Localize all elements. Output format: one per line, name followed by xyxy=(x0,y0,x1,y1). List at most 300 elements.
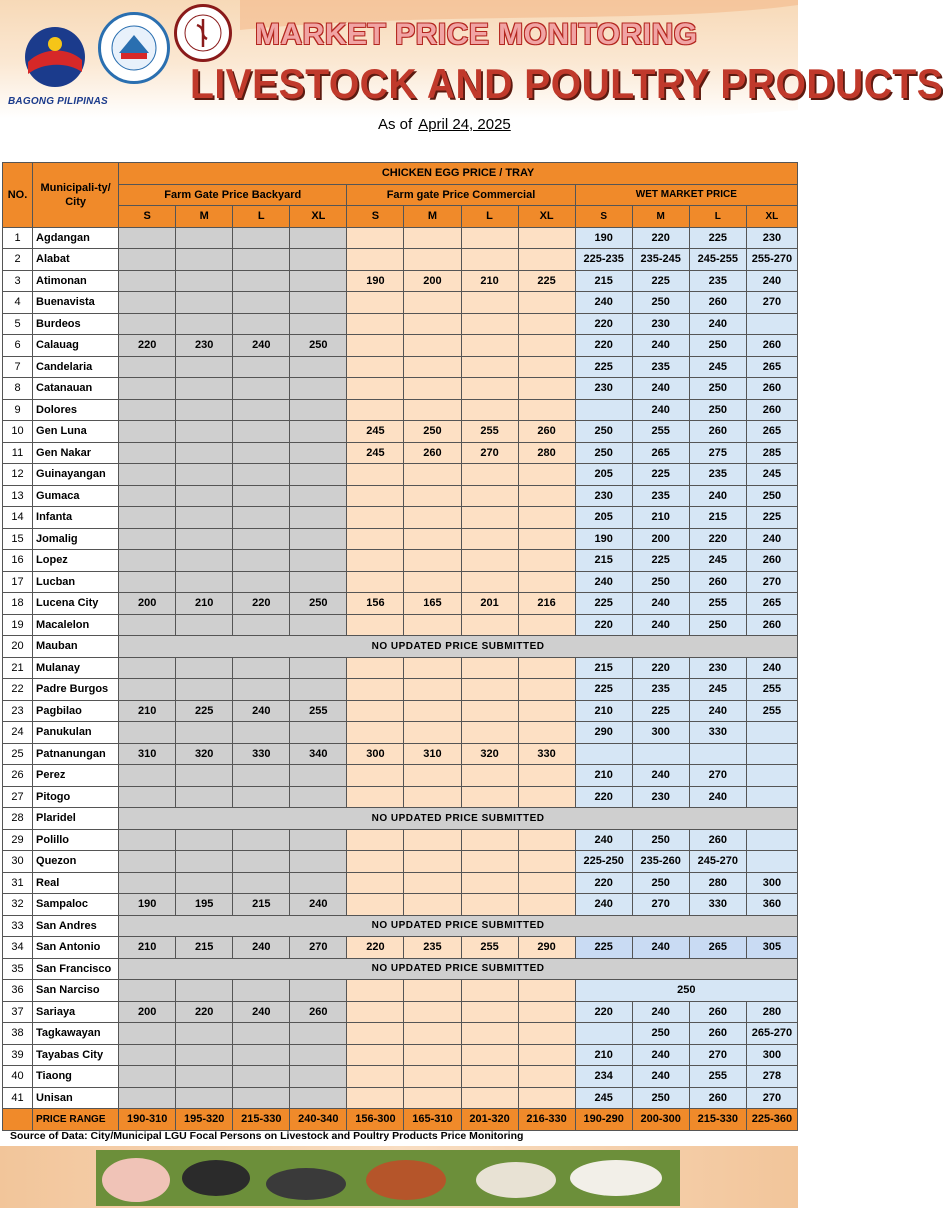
backyard-price-cell xyxy=(233,679,290,701)
commercial-price-cell xyxy=(347,657,404,679)
commercial-price-cell xyxy=(404,313,461,335)
commercial-price-cell xyxy=(518,894,575,916)
backyard-price-cell xyxy=(119,270,176,292)
wet-market-price-cell: 240 xyxy=(632,937,689,959)
table-row xyxy=(3,743,798,765)
commercial-price-cell xyxy=(347,980,404,1002)
commercial-price-cell xyxy=(461,872,518,894)
backyard-price-cell xyxy=(176,485,233,507)
table-row xyxy=(3,614,798,636)
price-range-cell: 201-320 xyxy=(461,1109,518,1131)
price-range-cell: 165-310 xyxy=(404,1109,461,1131)
backyard-price-cell xyxy=(119,851,176,873)
wet-market-price-cell: 240 xyxy=(632,1044,689,1066)
row-number: 41 xyxy=(3,1087,33,1109)
commercial-price-cell: 190 xyxy=(347,270,404,292)
backyard-price-cell xyxy=(176,679,233,701)
commercial-price-cell xyxy=(404,335,461,357)
row-number: 5 xyxy=(3,313,33,335)
commercial-price-cell xyxy=(518,335,575,357)
table-row xyxy=(3,464,798,486)
main-header: CHICKEN EGG PRICE / TRAY xyxy=(119,163,798,185)
table-row xyxy=(3,1023,798,1045)
table-row xyxy=(3,1001,798,1023)
group-header: Farm Gate Price Backyard xyxy=(119,184,347,206)
wet-market-price-cell: 225 xyxy=(632,700,689,722)
backyard-price-cell xyxy=(290,292,347,314)
wet-market-price-cell: 240 xyxy=(575,292,632,314)
wet-market-price-cell: 280 xyxy=(746,1001,797,1023)
backyard-price-cell xyxy=(176,249,233,271)
backyard-price-cell xyxy=(233,528,290,550)
backyard-price-cell xyxy=(233,614,290,636)
backyard-price-cell xyxy=(290,1066,347,1088)
commercial-price-cell xyxy=(347,335,404,357)
backyard-price-cell: 330 xyxy=(233,743,290,765)
wet-market-price-cell xyxy=(632,743,689,765)
backyard-price-cell xyxy=(233,851,290,873)
group-header: WET MARKET PRICE xyxy=(575,184,797,206)
backyard-price-cell xyxy=(233,829,290,851)
backyard-price-cell xyxy=(176,1023,233,1045)
wet-market-price-cell: 245 xyxy=(575,1087,632,1109)
wet-market-price-cell xyxy=(575,743,632,765)
commercial-price-cell xyxy=(518,765,575,787)
commercial-price-cell xyxy=(461,679,518,701)
wet-market-price-cell: 270 xyxy=(689,1044,746,1066)
wet-market-price-cell: 240 xyxy=(575,571,632,593)
backyard-price-cell xyxy=(119,507,176,529)
commercial-price-cell: 310 xyxy=(404,743,461,765)
row-number: 33 xyxy=(3,915,33,937)
row-number: 4 xyxy=(3,292,33,314)
commercial-price-cell xyxy=(461,1066,518,1088)
commercial-price-cell: 225 xyxy=(518,270,575,292)
wet-market-price-cell: 225-235 xyxy=(575,249,632,271)
wet-market-price-cell: 235 xyxy=(632,356,689,378)
veterinary-seal xyxy=(174,4,232,62)
row-number: 17 xyxy=(3,571,33,593)
wet-market-price-cell: 210 xyxy=(575,1044,632,1066)
commercial-price-cell xyxy=(461,313,518,335)
commercial-price-cell xyxy=(404,507,461,529)
commercial-price-cell xyxy=(404,378,461,400)
wet-market-price-cell: 240 xyxy=(632,1001,689,1023)
backyard-price-cell xyxy=(233,356,290,378)
commercial-price-cell xyxy=(404,249,461,271)
commercial-price-cell xyxy=(461,249,518,271)
municipality-name: Alabat xyxy=(33,249,119,271)
wet-market-price-cell: 230 xyxy=(689,657,746,679)
backyard-price-cell xyxy=(290,614,347,636)
data-source-note: Source of Data: City/Municipal LGU Focal Persons on Livestock and Poultry Products Price Monitoring xyxy=(10,1130,524,1142)
commercial-price-cell: 201 xyxy=(461,593,518,615)
commercial-price-cell xyxy=(461,1001,518,1023)
wet-market-price-cell: 330 xyxy=(689,722,746,744)
commercial-price-cell xyxy=(461,464,518,486)
wet-market-price-cell: 245-255 xyxy=(689,249,746,271)
wet-market-price-cell: 270 xyxy=(746,571,797,593)
wet-market-price-cell: 215 xyxy=(575,657,632,679)
backyard-price-cell xyxy=(119,249,176,271)
backyard-price-cell xyxy=(176,1066,233,1088)
commercial-price-cell xyxy=(461,528,518,550)
commercial-price-cell xyxy=(404,464,461,486)
backyard-price-cell xyxy=(233,1066,290,1088)
backyard-price-cell xyxy=(119,313,176,335)
commercial-price-cell xyxy=(518,679,575,701)
wet-market-price-cell: 250 xyxy=(632,829,689,851)
commercial-price-cell xyxy=(461,571,518,593)
row-number: 7 xyxy=(3,356,33,378)
wet-market-price-cell: 245-270 xyxy=(689,851,746,873)
commercial-price-cell xyxy=(347,399,404,421)
wet-market-price-cell: 210 xyxy=(632,507,689,529)
wet-market-price-cell: 190 xyxy=(575,528,632,550)
wet-market-price-cell: 250 xyxy=(689,378,746,400)
backyard-price-cell xyxy=(176,872,233,894)
backyard-price-cell xyxy=(290,872,347,894)
size-header: S xyxy=(119,206,176,228)
backyard-price-cell xyxy=(176,528,233,550)
table-row xyxy=(3,593,798,615)
backyard-price-cell xyxy=(176,421,233,443)
municipality-name: Infanta xyxy=(33,507,119,529)
wet-market-price-cell: 360 xyxy=(746,894,797,916)
commercial-price-cell xyxy=(461,980,518,1002)
backyard-price-cell xyxy=(233,786,290,808)
bagong-pilipinas-logo xyxy=(18,22,92,92)
backyard-price-cell: 210 xyxy=(176,593,233,615)
wet-market-price-cell: 285 xyxy=(746,442,797,464)
row-number: 14 xyxy=(3,507,33,529)
commercial-price-cell xyxy=(404,356,461,378)
wet-market-price-cell: 230 xyxy=(575,485,632,507)
backyard-price-cell xyxy=(290,550,347,572)
wet-market-price-cell: 250 xyxy=(575,421,632,443)
wet-market-price-cell: 250 xyxy=(575,442,632,464)
commercial-price-cell xyxy=(404,550,461,572)
backyard-price-cell xyxy=(233,378,290,400)
backyard-price-cell xyxy=(119,485,176,507)
wet-market-price-cell: 240 xyxy=(632,335,689,357)
backyard-price-cell: 230 xyxy=(176,335,233,357)
table-row xyxy=(3,227,798,249)
municipality-name: Macalelon xyxy=(33,614,119,636)
row-number: 16 xyxy=(3,550,33,572)
row-number: 13 xyxy=(3,485,33,507)
commercial-price-cell xyxy=(461,356,518,378)
backyard-price-cell xyxy=(233,485,290,507)
wet-market-price-cell xyxy=(746,722,797,744)
backyard-price-cell xyxy=(233,1023,290,1045)
municipality-name: Mauban xyxy=(33,636,119,658)
wet-market-price-cell: 220 xyxy=(632,227,689,249)
wet-market-price-cell: 220 xyxy=(689,528,746,550)
municipality-name: Sariaya xyxy=(33,1001,119,1023)
commercial-price-cell xyxy=(461,765,518,787)
table-row xyxy=(3,657,798,679)
commercial-price-cell xyxy=(461,399,518,421)
row-number: 20 xyxy=(3,636,33,658)
wet-market-price-cell: 215 xyxy=(689,507,746,529)
wet-market-price-cell: 270 xyxy=(746,1087,797,1109)
wet-market-price-cell: 250 xyxy=(632,1087,689,1109)
row-number: 23 xyxy=(3,700,33,722)
wet-market-price-cell: 234 xyxy=(575,1066,632,1088)
backyard-price-cell xyxy=(290,1087,347,1109)
backyard-price-cell xyxy=(119,421,176,443)
backyard-price-cell xyxy=(119,980,176,1002)
backyard-price-cell xyxy=(176,851,233,873)
wet-market-price-cell xyxy=(746,829,797,851)
table-row xyxy=(3,636,798,658)
table-row xyxy=(3,829,798,851)
commercial-price-cell xyxy=(518,227,575,249)
commercial-price-cell xyxy=(347,872,404,894)
commercial-price-cell: 235 xyxy=(404,937,461,959)
backyard-price-cell: 200 xyxy=(119,593,176,615)
backyard-price-cell xyxy=(119,1066,176,1088)
report-date: April 24, 2025 xyxy=(418,116,511,133)
commercial-price-cell xyxy=(347,894,404,916)
commercial-price-cell xyxy=(461,378,518,400)
backyard-price-cell xyxy=(176,442,233,464)
wet-market-price-cell: 255 xyxy=(689,593,746,615)
wet-market-price-cell: 300 xyxy=(632,722,689,744)
table-row xyxy=(3,507,798,529)
backyard-price-cell xyxy=(176,313,233,335)
commercial-price-cell xyxy=(518,786,575,808)
commercial-price-cell xyxy=(404,399,461,421)
wet-market-price-cell: 240 xyxy=(689,485,746,507)
row-number: 40 xyxy=(3,1066,33,1088)
commercial-price-cell xyxy=(404,1044,461,1066)
wet-market-price-cell: 235 xyxy=(689,464,746,486)
municipality-name: San Narciso xyxy=(33,980,119,1002)
size-header: S xyxy=(347,206,404,228)
wet-market-price-cell: 235-260 xyxy=(632,851,689,873)
commercial-price-cell xyxy=(461,851,518,873)
no-update-cell: NO UPDATED PRICE SUBMITTED xyxy=(119,808,798,830)
backyard-price-cell: 240 xyxy=(233,335,290,357)
no-update-cell: NO UPDATED PRICE SUBMITTED xyxy=(119,958,798,980)
wet-market-price-cell: 250 xyxy=(632,292,689,314)
backyard-price-cell xyxy=(176,378,233,400)
backyard-price-cell xyxy=(176,464,233,486)
row-number: 22 xyxy=(3,679,33,701)
table-row xyxy=(3,399,798,421)
backyard-price-cell xyxy=(176,980,233,1002)
backyard-price-cell xyxy=(290,421,347,443)
backyard-price-cell: 200 xyxy=(119,1001,176,1023)
backyard-price-cell xyxy=(233,765,290,787)
table-row xyxy=(3,851,798,873)
commercial-price-cell xyxy=(347,1044,404,1066)
commercial-price-cell xyxy=(347,227,404,249)
commercial-price-cell xyxy=(518,657,575,679)
wet-market-price-cell: 240 xyxy=(746,657,797,679)
municipality-name: Perez xyxy=(33,765,119,787)
row-number: 37 xyxy=(3,1001,33,1023)
wet-market-price-cell: 260 xyxy=(689,1001,746,1023)
row-number: 29 xyxy=(3,829,33,851)
wet-market-price-cell: 225 xyxy=(632,464,689,486)
table-row xyxy=(3,442,798,464)
backyard-price-cell: 215 xyxy=(233,894,290,916)
municipality-name: San Andres xyxy=(33,915,119,937)
commercial-price-cell xyxy=(518,1066,575,1088)
size-header: L xyxy=(689,206,746,228)
commercial-price-cell xyxy=(404,292,461,314)
commercial-price-cell xyxy=(518,614,575,636)
backyard-price-cell: 240 xyxy=(233,937,290,959)
commercial-price-cell xyxy=(518,1087,575,1109)
municipality-name: Jomalig xyxy=(33,528,119,550)
wet-market-price-cell: 220 xyxy=(575,786,632,808)
backyard-price-cell xyxy=(233,1044,290,1066)
table-row xyxy=(3,894,798,916)
commercial-price-cell xyxy=(461,786,518,808)
backyard-price-cell xyxy=(290,851,347,873)
backyard-price-cell xyxy=(176,356,233,378)
commercial-price-cell xyxy=(347,464,404,486)
backyard-price-cell xyxy=(119,292,176,314)
backyard-price-cell xyxy=(176,829,233,851)
wet-market-price-cell: 260 xyxy=(689,292,746,314)
commercial-price-cell xyxy=(404,1001,461,1023)
commercial-price-cell xyxy=(404,872,461,894)
wet-market-price-cell: 250 xyxy=(746,485,797,507)
table-row xyxy=(3,679,798,701)
municipality-name: Padre Burgos xyxy=(33,679,119,701)
backyard-price-cell xyxy=(176,550,233,572)
wet-market-price-cell: 240 xyxy=(632,614,689,636)
commercial-price-cell: 210 xyxy=(461,270,518,292)
wet-market-price-cell: 220 xyxy=(632,657,689,679)
table-row xyxy=(3,915,798,937)
backyard-price-cell xyxy=(176,571,233,593)
wet-market-price-cell: 265 xyxy=(689,937,746,959)
no-update-cell: NO UPDATED PRICE SUBMITTED xyxy=(119,915,798,937)
livestock-photo-strip xyxy=(96,1150,680,1206)
commercial-price-cell xyxy=(518,485,575,507)
wet-market-price-cell: 270 xyxy=(746,292,797,314)
commercial-price-cell xyxy=(347,1023,404,1045)
backyard-price-cell xyxy=(119,614,176,636)
wet-market-price-cell: 255-270 xyxy=(746,249,797,271)
table-row xyxy=(3,313,798,335)
backyard-price-cell xyxy=(233,399,290,421)
bagong-pilipinas-text: BAGONG PILIPINAS xyxy=(8,96,108,107)
backyard-price-cell xyxy=(290,227,347,249)
wet-market-price-cell: 240 xyxy=(632,378,689,400)
backyard-price-cell xyxy=(233,442,290,464)
backyard-price-cell xyxy=(176,227,233,249)
wet-market-price-cell: 260 xyxy=(689,829,746,851)
wet-market-price-cell: 220 xyxy=(575,335,632,357)
row-number: 28 xyxy=(3,808,33,830)
commercial-price-cell xyxy=(404,765,461,787)
wet-market-price-cell: 255 xyxy=(632,421,689,443)
backyard-price-cell: 240 xyxy=(233,700,290,722)
backyard-price-cell xyxy=(119,550,176,572)
wet-market-price-cell: 235 xyxy=(689,270,746,292)
wet-market-price-cell: 240 xyxy=(689,313,746,335)
wet-market-price-cell: 250 xyxy=(575,980,797,1002)
commercial-price-cell xyxy=(461,700,518,722)
commercial-price-cell xyxy=(518,507,575,529)
row-number: 31 xyxy=(3,872,33,894)
commercial-price-cell: 320 xyxy=(461,743,518,765)
commercial-price-cell: 156 xyxy=(347,593,404,615)
table-row xyxy=(3,421,798,443)
backyard-price-cell xyxy=(119,528,176,550)
backyard-price-cell xyxy=(176,786,233,808)
backyard-price-cell xyxy=(290,786,347,808)
municipality-name: Gen Nakar xyxy=(33,442,119,464)
backyard-price-cell xyxy=(176,765,233,787)
commercial-price-cell xyxy=(461,614,518,636)
municipality-name: Pagbilao xyxy=(33,700,119,722)
commercial-price-cell xyxy=(461,485,518,507)
row-number: 3 xyxy=(3,270,33,292)
backyard-price-cell xyxy=(119,399,176,421)
commercial-price-cell xyxy=(404,485,461,507)
commercial-price-cell xyxy=(347,1087,404,1109)
commercial-price-cell xyxy=(461,657,518,679)
commercial-price-cell: 290 xyxy=(518,937,575,959)
backyard-price-cell xyxy=(233,227,290,249)
row-number: 34 xyxy=(3,937,33,959)
size-header: L xyxy=(233,206,290,228)
backyard-price-cell xyxy=(233,550,290,572)
backyard-price-cell xyxy=(233,507,290,529)
commercial-price-cell xyxy=(461,1087,518,1109)
commercial-price-cell xyxy=(518,1023,575,1045)
municipality-name: Guinayangan xyxy=(33,464,119,486)
table-row xyxy=(3,528,798,550)
commercial-price-cell xyxy=(347,528,404,550)
wet-market-price-cell: 240 xyxy=(632,399,689,421)
backyard-price-cell xyxy=(290,679,347,701)
commercial-price-cell xyxy=(461,829,518,851)
backyard-price-cell xyxy=(119,1087,176,1109)
row-number: 36 xyxy=(3,980,33,1002)
wet-market-price-cell: 250 xyxy=(632,571,689,593)
wet-market-price-cell: 225 xyxy=(632,550,689,572)
row-number: 35 xyxy=(3,958,33,980)
table-row xyxy=(3,249,798,271)
commercial-price-cell: 245 xyxy=(347,442,404,464)
row-number: 10 xyxy=(3,421,33,443)
col-no: NO. xyxy=(3,163,33,228)
municipality-name: Burdeos xyxy=(33,313,119,335)
title-livestock-poultry: LIVESTOCK AND POULTRY PRODUCTS xyxy=(190,60,943,107)
price-range-cell: 225-360 xyxy=(746,1109,797,1131)
commercial-price-cell xyxy=(347,765,404,787)
size-header: M xyxy=(176,206,233,228)
row-number: 9 xyxy=(3,399,33,421)
backyard-price-cell xyxy=(290,356,347,378)
backyard-price-cell xyxy=(176,657,233,679)
wet-market-price-cell: 260 xyxy=(746,378,797,400)
wet-market-price-cell: 215 xyxy=(575,270,632,292)
backyard-price-cell xyxy=(233,270,290,292)
commercial-price-cell xyxy=(461,335,518,357)
backyard-price-cell xyxy=(176,507,233,529)
backyard-price-cell: 310 xyxy=(119,743,176,765)
